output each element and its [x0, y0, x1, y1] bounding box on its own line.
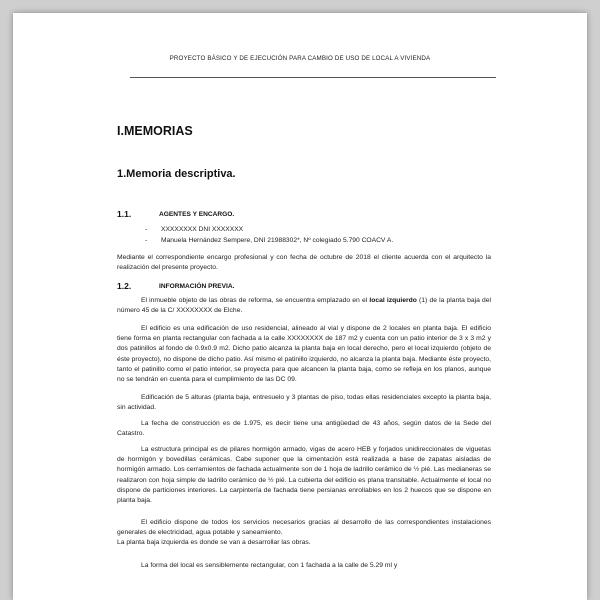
info-paragraph-1: El inmueble objeto de las obras de reforma, se encuentra emplazado en el local izquierdo (1) de la planta baja del número 45 de la C/ XXXXXXXX de Elche.: [117, 297, 491, 315]
info-paragraph-2: El edificio es una edificación de uso residencial, alineado al vial y dispone de 2 locales en planta baja. El edificio tiene forma en planta rectangular con fachada a la calle XXXXXXXX de 187 m2 y cuenta con un patio interior de 3 x 3 m2 y dos patinillos al fondo de 0.9x0.9 m2. Dicho patio alcanza la planta baja en local derecho, pero el local izquierdo (objeto de éste proyecto), no dispone de dicho patio. Así mismo el patinillo izquierdo, no alcanza la planta baja. Mediante éste proyecto, tanto el patinillo como el patio interior, se proyecta para que alcancen la planta baja, como se refleja en los planos, aunque no se tendrán en cuenta para el cumplimiento de las DC 09.: [117, 325, 491, 384]
encargo-paragraph: Mediante el correspondiente encargo profesional y con fecha de octubre de 2018 el cliente acuerda con el arquitecto la realización del presente proyecto.: [117, 254, 491, 272]
heading-memoria-descriptiva: 1.Memoria descriptiva.: [117, 168, 236, 180]
section-1-title: AGENTES Y ENCARGO.: [159, 211, 235, 218]
header-rule: [130, 77, 496, 78]
agents-list: [145, 225, 393, 246]
info-paragraph-6: El edificio dispone de todos los servicios necesarios gracias al desarrollo de las correspondientes instalaciones generales de electricidad, agua potable y saneamiento. La planta baja izquierda es donde se van a desarrollar las obras.: [117, 519, 491, 547]
heading-memorias: I.MEMORIAS: [117, 124, 193, 138]
info-paragraph-5: La estructura principal es de pilares hormigón armado, vigas de acero HEB y forjados unidireccionales de viguetas de hormigón y bovedillas cerámicas. Cabe suponer que la cimentación está realizada a base de zapatas aisladas de hormigón armado. Los cerramientos de fachada actualmente son de 1 hoja de ladrillo cerámico de ½ pié. Las medianeras se realizaron con hoja simple de ladrillo cerámico de ½ pié. La cubierta del edificio es plana transitable. Actualmente el local no dispone de particiones interiores. La carpintería de fachada tiene persianas enrollables en los 2 huecos que se dispone en planta baja.: [117, 446, 491, 505]
section-2-title: INFORMACIÓN PREVIA.: [159, 283, 235, 290]
info-paragraph-4: La fecha de construcción es de 1.975, es decir tiene una antigüedad de 43 años, según datos de la Sede del Catastro.: [117, 420, 491, 438]
agent-item: - Manuela Hernández Sempere, DNI 21988302*, Nº colegiado 5.790 COACV A.: [145, 236, 394, 244]
section-1-number: 1.1.: [117, 209, 132, 219]
local-izquierdo-emphasis: local izquierdo: [369, 297, 417, 304]
agent-item: - XXXXXXXX DNI XXXXXXX: [145, 226, 244, 233]
document-page: [13, 13, 587, 600]
info-paragraph-3: Edificación de 5 alturas (planta baja, entresuelo y 3 plantas de piso, todas ellas residenciales excepto la planta baja, sin actividad.: [117, 394, 491, 412]
section-2-number: 1.2.: [117, 281, 132, 291]
info-paragraph-7: La forma del local es sensiblemente rectangular, con 1 fachada a la calle de 5.29 ml y: [141, 562, 398, 569]
running-header: PROYECTO BÁSICO Y DE EJECUCIÓN PARA CAMBIO DE USO DE LOCAL A VIVIENDA: [169, 55, 431, 62]
